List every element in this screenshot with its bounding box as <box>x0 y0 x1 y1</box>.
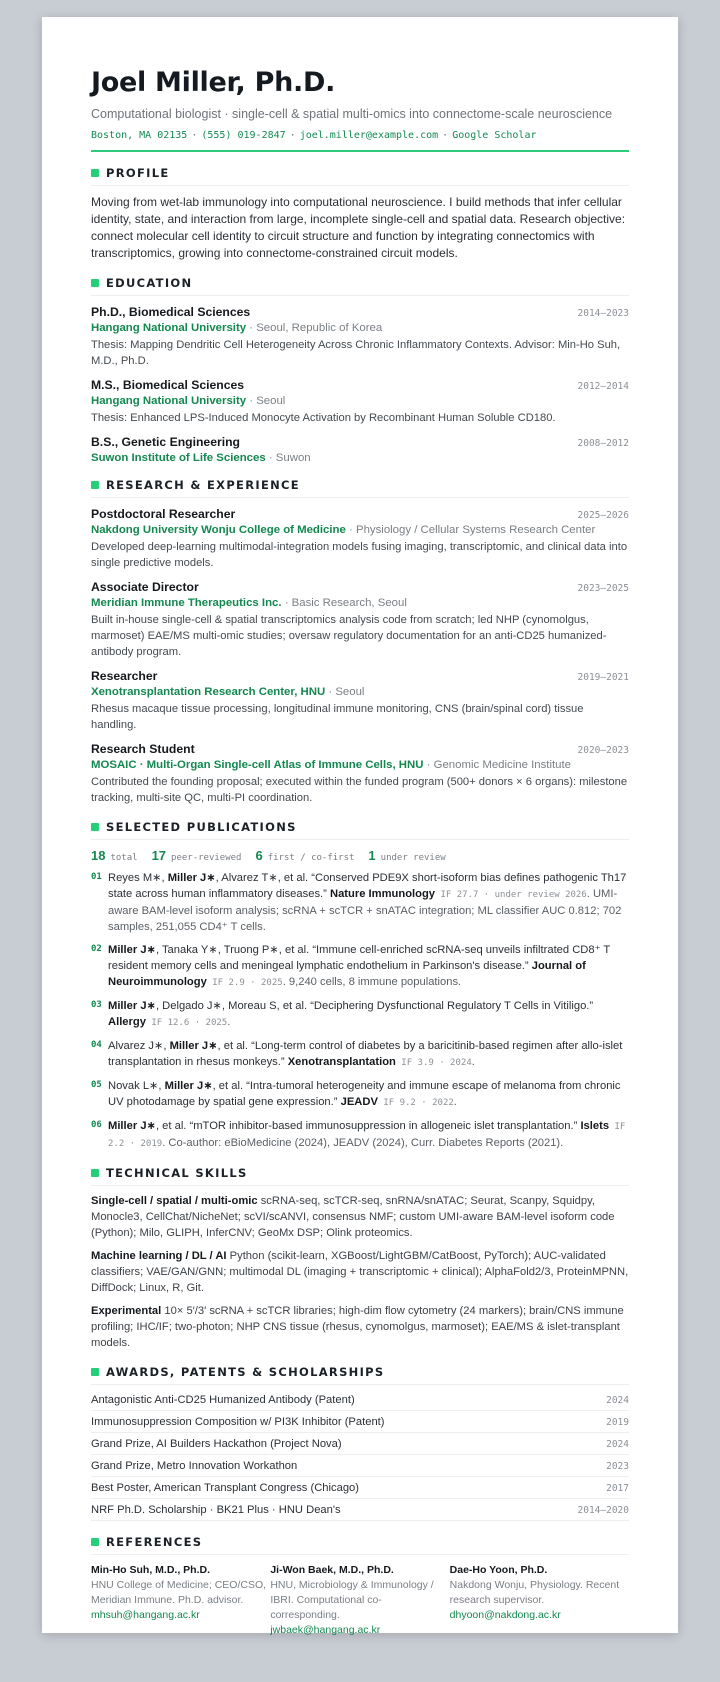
dates: 2012–2014 <box>577 381 629 393</box>
department: · Physiology / Cellular Systems Research Center <box>345 524 596 537</box>
entry-description: Thesis: Enhanced LPS-Induced Monocyte Activation by Recombinant Human Soluble CD180. <box>91 412 556 425</box>
stat-label: peer-reviewed <box>171 853 242 864</box>
section-skills-heading <box>91 1166 629 1186</box>
dates: 2019–2021 <box>577 672 629 684</box>
publication-item <box>91 870 629 935</box>
reference-description: HNU, Microbiology & Immunology / IBRI. Computational co-corresponding. <box>270 1579 434 1622</box>
role: Researcher <box>91 669 158 684</box>
institution: Hangang National University <box>91 395 247 408</box>
publication-meta: IF 9.2 · 2022 <box>377 1098 454 1109</box>
contact-separator: · <box>289 130 296 142</box>
section-marker-icon <box>91 1368 99 1376</box>
author-self: Miller J∗ <box>169 1040 218 1053</box>
publication-note: . 9,240 cells, 8 immune populations. <box>282 976 462 989</box>
author-self: Miller J∗ <box>108 944 156 957</box>
award-name: Best Poster, American Transplant Congress (Chicago) <box>91 1482 360 1495</box>
journal-name: Nature Immunology <box>329 888 436 901</box>
experience-entry <box>91 669 629 733</box>
institution: Suwon Institute of Life Sciences <box>91 452 266 465</box>
institution: Hangang National University <box>91 322 247 335</box>
section-title: TECHNICAL SKILLS <box>106 1166 248 1181</box>
skill-group <box>91 1248 629 1296</box>
section-title: EDUCATION <box>106 276 193 291</box>
publication-title: , et al. “Long-term control of diabetes by a baricitinib-based regimen after allo-islet transplantation in rhesus monkeys.” <box>108 1040 623 1069</box>
section-marker-icon <box>91 169 99 177</box>
reference-description: Nakdong Wonju, Physiology. Recent research supervisor. <box>449 1579 620 1607</box>
contact-phone[interactable]: (555) 019-2847 <box>201 130 286 142</box>
contact-email-link[interactable]: joel.miller@example.com <box>299 130 439 142</box>
publication-note: . <box>227 1016 231 1029</box>
stat-label: first / co-first <box>267 853 355 864</box>
publication-note: . Co-author: eBioMedicine (2024), JEADV (2024), Curr. Diabetes Reports (2021). <box>162 1137 564 1150</box>
awards-list <box>91 1389 629 1521</box>
journal-name: Journal of Neuroimmunology <box>108 960 586 989</box>
entry-description: Developed deep-learning multimodal-integration models fusing imaging, transcriptomic, and clinical data into single predictive models. <box>91 541 628 570</box>
publication-item <box>91 942 629 991</box>
google-scholar-link[interactable]: Google Scholar <box>452 130 537 142</box>
section-awards-heading <box>91 1365 629 1385</box>
section-marker-icon <box>91 279 99 287</box>
journal-name: Allergy <box>108 1016 146 1029</box>
section-title: PROFILE <box>106 166 170 181</box>
award-name: NRF Ph.D. Scholarship · BK21 Plus · HNU Dean's <box>91 1504 341 1517</box>
resume-page <box>42 17 678 1637</box>
education-entry <box>91 435 629 464</box>
reference-email-link[interactable]: jwbaek@hangang.ac.kr <box>270 1624 381 1637</box>
publication-meta: IF 2.9 · 2025 <box>206 978 283 989</box>
entry-description: Contributed the founding proposal; executed within the funded program (500+ donors × 6 organs): milestone tracking, multi-site QC, multi-PI coordination. <box>91 776 628 805</box>
degree: M.S., Biomedical Sciences <box>91 378 245 393</box>
entry-description: Rhesus macaque tissue processing, longitudinal immune monitoring, CNS (brain/spinal cord) tissue handling. <box>91 703 584 732</box>
section-title: REFERENCES <box>106 1535 203 1550</box>
resume-name: Joel Miller, Ph.D. <box>91 67 336 98</box>
award-name: Grand Prize, AI Builders Hackathon (Project Nova) <box>91 1438 342 1451</box>
skill-label: Experimental <box>91 1305 162 1318</box>
publication-meta: IF 2.2 · 2019 <box>108 1122 626 1150</box>
entry-description: Thesis: Mapping Dendritic Cell Heterogeneity Across Chronic Inflammatory Contexts. Advisor: Min-Ho Suh, M.D., Ph.D. <box>91 339 621 368</box>
award-year: 2024 <box>606 1439 629 1451</box>
publication-index: 01 <box>91 872 102 883</box>
publication-meta: IF 12.6 · 2025 <box>145 1018 228 1029</box>
organization: Xenotransplantation Research Center, HNU <box>91 686 326 699</box>
award-year: 2024 <box>606 1395 629 1407</box>
publication-note: . <box>471 1056 475 1069</box>
reference-name: Min-Ho Suh, M.D., Ph.D. <box>91 1564 210 1577</box>
contact-separator: · <box>442 130 449 142</box>
department: · Seoul <box>325 686 365 699</box>
section-title: SELECTED PUBLICATIONS <box>106 820 297 835</box>
section-education-heading <box>91 276 629 296</box>
publication-item <box>91 1118 629 1152</box>
degree: Ph.D., Biomedical Sciences <box>91 305 251 320</box>
tagline: Computational biologist · single-cell & spatial multi-omics into connectome-scale neuroscience <box>91 107 613 122</box>
reference-email-link[interactable]: dhyoon@nakdong.ac.kr <box>449 1609 561 1622</box>
reference-name: Ji-Won Baek, M.D., Ph.D. <box>270 1564 394 1577</box>
role: Postdoctoral Researcher <box>91 507 236 522</box>
section-title: RESEARCH & EXPERIENCE <box>106 478 300 493</box>
role: Research Student <box>91 742 195 757</box>
publication-item <box>91 998 629 1031</box>
contact-separator: · <box>191 130 198 142</box>
stat-number: 17 <box>151 848 167 864</box>
stat-label: total <box>110 853 138 864</box>
author-self: Miller J∗ <box>164 1080 213 1093</box>
reference-name: Dae-Ho Yoon, Ph.D. <box>449 1564 548 1577</box>
publication-title: , Alvarez T∗, et al. “Conserved PDE9X short-isoform bias defines pathogenic Th17 state across human inflammatory diseases.” <box>108 872 627 901</box>
stat-number: 1 <box>368 848 376 864</box>
section-publications-heading <box>91 820 629 840</box>
publication-index: 03 <box>91 1000 102 1011</box>
author-self: Miller J∗ <box>167 872 216 885</box>
organization: Nakdong University Wonju College of Medicine <box>91 524 346 537</box>
publication-stats <box>91 848 629 863</box>
stat-label: under review <box>380 853 446 864</box>
references-list <box>91 1563 629 1638</box>
award-row <box>91 1499 629 1521</box>
department: · Basic Research, Seoul <box>281 597 407 610</box>
section-title: AWARDS, PATENTS & SCHOLARSHIPS <box>106 1365 385 1380</box>
degree: B.S., Genetic Engineering <box>91 435 240 450</box>
publication-index: 04 <box>91 1040 102 1051</box>
author-self: Miller J∗ <box>108 1120 156 1133</box>
reference-card <box>450 1563 628 1638</box>
entry-description: Built in-house single-cell & spatial transcriptomics analysis code from scratch; led NHP (cynomolgus, marmoset) EAE/MS multi-omic studies; oversaw regulatory documentation for an anti-CD25 humanized-antibody program. <box>91 614 607 659</box>
award-year: 2017 <box>606 1483 629 1495</box>
publication-title: , Delgado J∗, Moreau S, et al. “Deciphering Dysfunctional Regulatory T Cells in Vitiligo.” <box>155 1000 594 1013</box>
section-profile-heading <box>91 166 629 186</box>
skill-group <box>91 1193 629 1241</box>
stat-number: 6 <box>255 848 263 864</box>
location: · Suwon <box>265 452 311 465</box>
header-divider <box>91 150 629 152</box>
dates: 2020–2023 <box>577 745 629 757</box>
contact-address: Boston, MA 02135 <box>91 130 188 142</box>
skill-text: scRNA-seq, scTCR-seq, snRNA/snATAC; Seurat, Scanpy, Squidpy, Monocle3, CellChat/NicheNet; scVI/scANVI, consensus NMF; custom UMI-aware BAM-level isoform code (Python); Milo, GLIPH, InferCNV; GeoMx DSP; Olink proteomics. <box>91 1195 615 1240</box>
section-marker-icon <box>91 823 99 831</box>
journal-name: Xenotransplantation <box>287 1056 396 1069</box>
skill-text: Python (scikit-learn, XGBoost/LightGBM/CatBoost, PyTorch); AUC-validated classifiers; VAE/GAN/GNN; multimodal DL (imaging + transcriptomic + clinical); AlphaFold2/3, ProteinMPNN, DiffDock; Linux, R, Git. <box>91 1250 629 1295</box>
award-row <box>91 1477 629 1499</box>
section-marker-icon <box>91 481 99 489</box>
award-year: 2019 <box>606 1417 629 1429</box>
experience-entry <box>91 580 629 660</box>
publication-meta: IF 27.7 · under review 2026 <box>435 890 587 901</box>
award-row <box>91 1433 629 1455</box>
publication-meta: IF 3.9 · 2024 <box>395 1058 472 1069</box>
dates: 2008–2012 <box>577 438 629 450</box>
reference-email-link[interactable]: mhsuh@hangang.ac.kr <box>91 1609 200 1622</box>
dates: 2014–2023 <box>577 308 629 320</box>
publication-note: . UMI-aware BAM-level isoform analysis; scRNA + scTCR + snATAC integration; ML classifier AUC 0.812; 702 samples, 251,055 CD4⁺ T cells. <box>108 888 622 934</box>
authors-pre: Novak L∗, <box>108 1080 165 1093</box>
department: · Genomic Medicine Institute <box>423 759 571 772</box>
contact-line <box>91 130 629 141</box>
award-year: 2023 <box>606 1461 629 1473</box>
award-name: Immunosuppression Composition w/ PI3K Inhibitor (Patent) <box>91 1416 385 1429</box>
journal-name: JEADV <box>340 1096 378 1109</box>
award-year: 2014–2020 <box>577 1505 629 1517</box>
publication-title: , Tanaka Y∗, Truong P∗, et al. “Immune cell-enriched scRNA-seq unveils infiltrated CD8⁺ T resident memory cells and meningeal lymphatic endothelium in Parkinson's disease.” <box>108 944 611 973</box>
organization: Meridian Immune Therapeutics Inc. <box>91 597 282 610</box>
organization: MOSAIC · Multi-Organ Single-cell Atlas of Immune Cells, HNU <box>91 759 424 772</box>
experience-entry <box>91 507 629 571</box>
location: · Seoul <box>246 395 286 408</box>
authors-pre: Alvarez J∗, <box>108 1040 170 1053</box>
publication-index: 06 <box>91 1120 102 1131</box>
dates: 2025–2026 <box>577 510 629 522</box>
dates: 2023–2025 <box>577 583 629 595</box>
section-experience-heading <box>91 478 629 498</box>
publication-note: . <box>453 1096 457 1109</box>
role: Associate Director <box>91 580 199 595</box>
experience-entry <box>91 742 629 806</box>
publication-title: , et al. “Intra-tumoral heterogeneity and immune escape of melanoma from chronic UV photodamage by spatial gene expression.” <box>108 1080 621 1109</box>
section-references-heading <box>91 1535 629 1555</box>
profile-text: Moving from wet-lab immunology into computational neuroscience. I build methods that infer cellular identity, state, and interaction from large, incomplete single-cell and spatial data. Research objective: connect molecular cell identity to circuit structure and function by integrating connectomics with transcriptomics, growing into connectome-constrained circuit models. <box>91 195 626 261</box>
publication-index: 02 <box>91 944 102 955</box>
reference-card <box>270 1563 448 1638</box>
award-name: Antagonistic Anti-CD25 Humanized Antibody (Patent) <box>91 1394 355 1407</box>
publication-index: 05 <box>91 1080 102 1091</box>
journal-name: Islets <box>580 1120 610 1133</box>
reference-card <box>91 1563 269 1638</box>
location: · Seoul, Republic of Korea <box>246 322 383 335</box>
award-row <box>91 1389 629 1411</box>
award-name: Grand Prize, Metro Innovation Workathon <box>91 1460 298 1473</box>
skill-label: Single-cell / spatial / multi-omic <box>91 1195 258 1208</box>
skill-group <box>91 1303 629 1351</box>
reference-description: HNU College of Medicine; CEO/CSO, Meridian Immune. Ph.D. advisor. <box>91 1579 267 1607</box>
author-self: Miller J∗ <box>108 1000 156 1013</box>
education-entry <box>91 378 629 426</box>
publication-item <box>91 1038 629 1071</box>
authors-pre: Reyes M∗, <box>108 872 168 885</box>
publication-item <box>91 1078 629 1111</box>
section-marker-icon <box>91 1169 99 1177</box>
award-row <box>91 1411 629 1433</box>
skill-label: Machine learning / DL / AI <box>91 1250 227 1263</box>
stat-number: 18 <box>91 848 106 864</box>
education-entry <box>91 305 629 369</box>
publication-title: , et al. “mTOR inhibitor-based immunosuppression in allogeneic islet transplantation.” <box>155 1120 581 1133</box>
award-row <box>91 1455 629 1477</box>
section-marker-icon <box>91 1538 99 1546</box>
skill-text: 10× 5′/3′ scRNA + scTCR libraries; high-dim flow cytometry (24 markers); brain/CNS immune profiling; IHC/IF; two-photon; NHP CNS tissue (rhesus, cynomolgus, marmoset); EAE/MS & islet-transplant models. <box>91 1305 624 1350</box>
